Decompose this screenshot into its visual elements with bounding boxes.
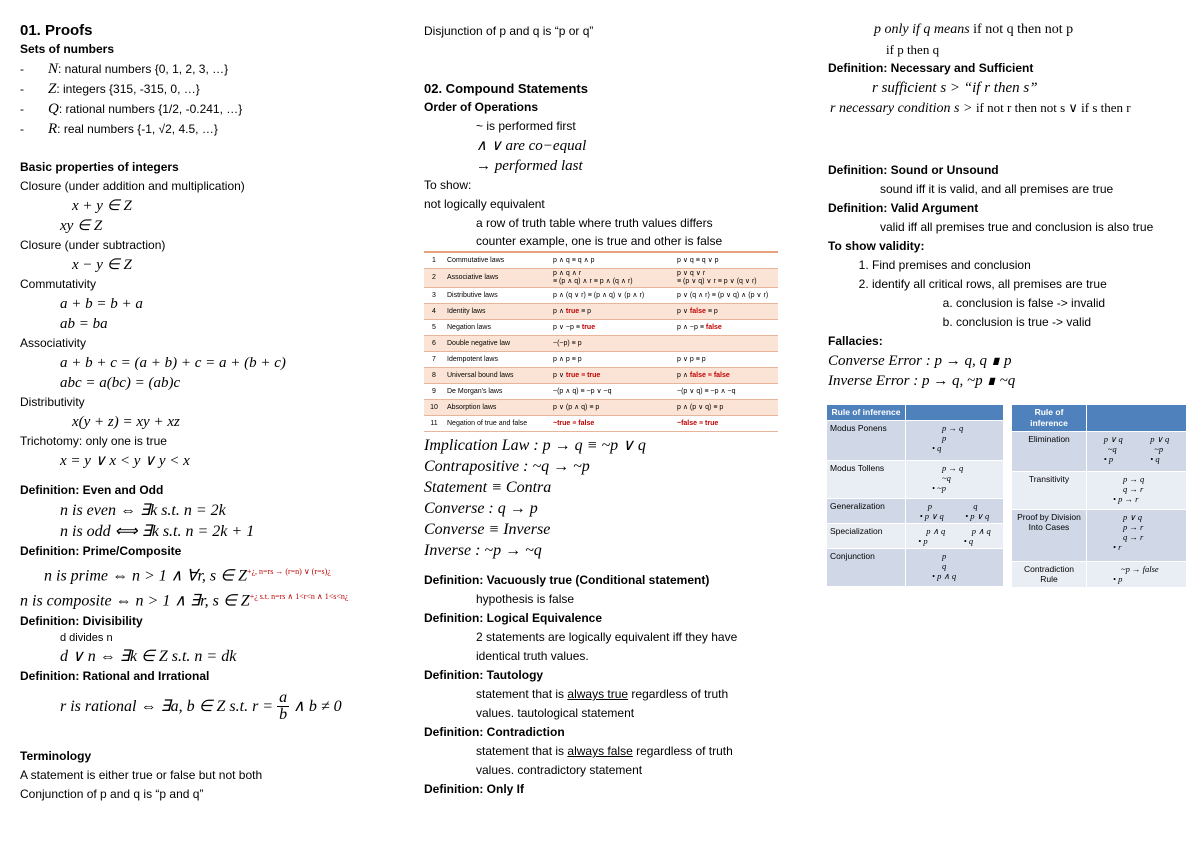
rule-formula [906,461,1004,499]
law-name: Absorption laws [444,400,550,416]
formula: r sufficient s > “if r then s” [872,80,1038,96]
table-row [424,368,778,384]
formula-line: p ∨ q [1150,434,1170,444]
rule-header: Rule of inference [827,405,906,421]
formula: n is odd ⟺ ∃k s.t. n = 2k + 1 [60,523,255,540]
law-or-form: p ∨ p ≡ p [674,352,778,368]
equivalence-heading: Definition: Logical Equivalence [424,611,603,625]
formula: p only if q [874,22,931,37]
vacuous-text: hypothesis is false [476,592,575,606]
set-description: : rational numbers {1/2, -0.241, …} [58,102,243,116]
formula: x(y + z) = xy + xz [72,414,180,430]
rule-name: Modus Tollens [827,461,906,499]
formula-line: • r [1113,542,1122,552]
list-item: b. conclusion is true -> valid [956,313,1200,332]
order-text: ~ is performed first [476,119,576,133]
formula-line: • p [1113,574,1123,584]
rule-name: Modus Ponens [827,421,906,461]
table-row [827,461,1004,499]
law-value: ~false ≡ true [677,419,719,427]
validity-substeps [828,294,1200,332]
law-and-form: p ∧ true ≡ p [550,304,674,320]
list-item: - Z : integers {315, -315, 0, …} [20,81,200,97]
composite-formula: n is composite ⇔ n > 1 ∧ ∃r, s ∈ Z [20,592,250,610]
equivalence-text: identical truth values. [476,649,589,663]
text-part: statement that is [476,744,568,758]
rule-formula [906,499,1004,524]
list-item: 1. Find premises and conclusion [872,256,1200,275]
formula-line: p → r [1123,522,1144,532]
formula-line: p [927,501,932,511]
basic-properties-heading: Basic properties of integers [20,160,179,174]
law-number: 11 [424,416,444,432]
table-row [1012,432,1187,472]
rule-name: Specialization [827,524,906,549]
table-row [424,252,778,269]
formula: abc = a(bc) = (ab)c [60,375,181,391]
law-or-form: ~(p ∨ q) ≡ ~p ∧ ~q [674,384,778,400]
formula-line: p ∧ q [926,526,946,536]
formula: Converse ≡ Inverse [424,521,551,538]
formula: Inverse : ~p → ~q [424,542,542,559]
formula-line: p [942,433,947,443]
divisibility-heading: Definition: Divisibility [20,613,143,628]
table-row [424,384,778,400]
necessary-sufficient-heading: Definition: Necessary and Sufficient [828,61,1034,75]
formula-part: r necessary condition s > [830,101,976,116]
formula: d ∨ n ⇔ ∃k ∈ Z s.t. n = dk [60,647,237,665]
rule-formula [1087,472,1187,510]
header-cell [906,405,1004,421]
law-or-form: p ∨ q ≡ q ∨ p [674,252,778,269]
law-and-form: ~(p ∧ q) ≡ ~p ∨ ~q [550,384,674,400]
sound-text: sound iff it is valid, and all premises are true [880,182,1114,196]
underlined-text: always false [567,744,633,758]
text-part: regardless of truth [632,744,733,758]
contradiction-text: values. contradictory statement [476,763,643,777]
law-value: false [705,323,722,331]
formula-line: p [942,551,947,561]
table-row [424,304,778,320]
formula: Implication Law : p → q ≡ ~p ∨ q [424,437,646,454]
denominator: b [279,706,288,724]
law-and-form [550,416,674,432]
table-row [424,352,778,368]
law-or-form: p ∧ (p ∨ q) ≡ p [674,400,778,416]
law-and-form: p ∧ q ≡ q ∧ p [550,252,674,269]
column-compound-statements [424,22,824,799]
closure-add-label: Closure (under addition and multiplication) [20,179,245,193]
law-name: Negation laws [444,320,550,336]
table-row [424,288,778,304]
rule-header: Rule of inference [1012,405,1087,432]
law-number: 6 [424,336,444,352]
formula: a + b + c = (a + b) + c = a + (b + c) [60,355,286,371]
law-value: false ≡ false [689,371,730,379]
formula: x + y ∈ Z [72,198,132,214]
rule-formula [1087,432,1187,472]
table-row [424,320,778,336]
law-number: 10 [424,400,444,416]
list-item: 2. identify all critical rows, all premises are true [872,275,1200,294]
column-proofs [20,22,400,804]
law-or-form [674,416,778,432]
law-and-form: p ∧ q ∧ r ≡ (p ∧ q) ∧ r ≡ p ∧ (q ∧ r) [550,269,674,288]
text-part: regardless of truth [628,687,729,701]
table-row [424,336,778,352]
law-or-form: p ∨ false ≡ p [674,304,778,320]
valid-heading: Definition: Valid Argument [828,201,979,215]
law-number: 4 [424,304,444,320]
text-part: statement that is [476,687,568,701]
formula [20,686,400,728]
formula-line: p → q [942,423,964,433]
law-number: 1 [424,252,444,269]
distributivity-label: Distributivity [20,395,85,409]
law-name: Idempotent laws [444,352,550,368]
fallacies-heading: Fallacies: [828,334,883,348]
formula-line: p ∨ q [1103,434,1123,444]
table-row [827,524,1004,549]
formula-text: ~p → false [1121,564,1159,574]
vacuous-heading: Definition: Vacuously true (Conditional statement) [424,573,710,587]
formula-line: ~q [1107,444,1117,454]
formula-line: • p → r [1113,494,1139,504]
table-row [1012,472,1187,510]
rational-formula-pre: r is rational ⇔ ∃a, b ∈ Z s.t. r = [60,698,274,716]
law-value: true ≡ true [565,371,601,379]
formula-line: • p [918,536,928,546]
rule-formula [906,524,1004,549]
terminology-text: Conjunction of p and q is “p and q” [20,786,204,801]
table-row [424,416,778,432]
closure-sub-label: Closure (under subtraction) [20,238,166,252]
list-item: a. conclusion is false -> invalid [956,294,1200,313]
rule-name: Conjunction [827,549,906,587]
disjunction-text: Disjunction of p and q is “p or q” [424,24,594,38]
formula: Statement ≡ Contra [424,479,552,496]
sets-list [20,59,400,139]
formula-line: q [942,561,947,571]
set-description: : real numbers {-1, √2, 4.5, …} [57,122,218,136]
formula-line: q → r [1123,532,1144,542]
law-and-form: p ∧ (q ∨ r) ≡ (p ∧ q) ∨ (p ∧ r) [550,288,674,304]
law-and-form: p ∨ ~p ≡ true [550,320,674,336]
not-equivalent-item: a row of truth table where truth values differs [476,216,713,230]
law-or-form: p ∨ q ∨ r ≡ (p ∨ q) ∨ r ≡ p ∨ (q ∨ r) [674,269,778,288]
law-name: De Morgan's laws [444,384,550,400]
formula: ∧ ∨ are co−equal [476,138,587,154]
formula: x = y ∨ x < y ∨ y < x [60,453,190,469]
formula-line: ~q [942,473,951,483]
formula-line: ~p [1154,444,1164,454]
rule-name: Elimination [1012,432,1087,472]
formula-line: • q [932,443,942,453]
contradiction-text [424,742,824,761]
only-if-text: if p then q [886,42,940,57]
only-if-text: if not q then not p [973,22,1074,37]
law-name: Double negative law [444,336,550,352]
law-value: ~true ≡ false [553,419,595,427]
law-and-form: ~(~p) ≡ p [550,336,674,352]
column-arguments [828,20,1200,391]
contradiction-heading: Definition: Contradiction [424,725,565,739]
means-word: means [930,22,974,37]
formula: x − y ∈ Z [72,257,132,273]
law-name: Negation of true and false [444,416,550,432]
section-title-proofs: 01. Proofs [20,22,93,39]
tautology-heading: Definition: Tautology [424,668,544,682]
set-symbol: R [48,121,58,137]
prime-formula: n is prime ⇔ n > 1 ∧ ∀r, s ∈ Z [44,567,247,585]
table-row [827,549,1004,587]
table-row [424,269,778,288]
law-value: true [581,323,596,331]
table-row [827,499,1004,524]
formula [828,98,1200,119]
law-name: Universal bound laws [444,368,550,384]
sound-heading: Definition: Sound or Unsound [828,163,999,177]
formula-line: • p ∨ q [965,511,990,521]
tautology-text [424,685,824,704]
to-show-label: To show: [424,178,472,192]
law-value: true [565,307,580,315]
formula: n is even ⇔ ∃k s.t. n = 2k [60,502,226,519]
law-name: Identity laws [444,304,550,320]
table-row [424,400,778,416]
numerator: a [279,689,288,707]
rule-formula [1087,510,1187,562]
formula [20,561,400,586]
formula-line: q → r [1123,484,1144,494]
law-number: 7 [424,352,444,368]
formula: Contrapositive : ~q → ~p [424,458,590,475]
law-name: Associative laws [444,269,550,288]
law-or-form [674,336,778,352]
formula-line [1121,564,1183,574]
rule-name: Transitivity [1012,472,1087,510]
formula-line: • q [1150,454,1160,464]
commutativity-label: Commutativity [20,277,97,291]
formula-line: p ∨ q [1123,512,1142,522]
terminology-heading: Terminology [20,748,92,763]
only-if-definition [828,20,1200,40]
list-item: - N : natural numbers {0, 1, 2, 3, …} [20,61,229,77]
underlined-text: always true [567,687,629,701]
prime-superscript: +¿, n=rs → (r=n) ∨ (r=s)¿ [246,567,331,576]
only-if-heading: Definition: Only If [424,782,524,796]
formula-line: • p ∨ q [919,511,944,521]
set-symbol: N [48,61,59,77]
law-number: 3 [424,288,444,304]
set-symbol: Z [48,81,57,97]
formula-line: p → q [1123,474,1145,484]
law-name: Commutative laws [444,252,550,269]
law-number: 2 [424,269,444,288]
trichotomy-label: Trichotomy: only one is true [20,434,167,448]
list-item: - R : real numbers {-1, √2, 4.5, …} [20,121,218,137]
formula-line: • p [1103,454,1114,464]
rule-formula [1087,562,1187,588]
formula-part: if not r then not s ∨ if s then r [975,100,1131,115]
validity-steps [828,256,1200,294]
table-row [1012,510,1187,562]
rule-name: Proof by Division Into Cases [1012,510,1087,562]
composite-superscript: +¿ s.t. n=rs ∧ 1<r<n ∧ 1<s<n¿ [249,592,349,602]
formula-line: • p ∧ q [932,571,957,581]
formula [20,586,400,611]
not-equivalent-item: counter example, one is true and other is false [476,234,723,248]
inference-rules-table-right [1011,404,1187,588]
formula-line: p → q [942,463,964,473]
even-odd-heading: Definition: Even and Odd [20,483,164,497]
rule-formula [906,421,1004,461]
law-and-form: p ∧ p ≡ p [550,352,674,368]
formula-line: • q [963,536,974,546]
formula: Inverse Error : p → q, ~p ∎ ~q [828,373,1016,389]
formula: Converse : q → p [424,500,538,517]
list-item: - Q : rational numbers {1/2, -0.241, …} [20,101,243,117]
rational-heading: Definition: Rational and Irrational [20,668,210,683]
set-description: : integers {315, -315, 0, …} [56,82,200,96]
law-and-form: p ∨ true ≡ true [550,368,674,384]
law-and-form: p ∨ (p ∧ q) ≡ p [550,400,674,416]
rational-formula-post: ∧ b ≠ 0 [293,698,342,716]
formula: xy ∈ Z [60,218,103,234]
rule-formula [906,549,1004,587]
rule-name: Contradiction Rule [1012,562,1087,588]
header-cell [1087,405,1187,432]
table-row [827,421,1004,461]
law-number: 8 [424,368,444,384]
formula: a + b = b + a [60,296,143,312]
order-heading: Order of Operations [424,100,539,114]
show-validity-heading: To show validity: [828,239,925,253]
set-description: : natural numbers {0, 1, 2, 3, …} [58,62,229,76]
terminology-text: A statement is either true or false but not both [20,767,263,782]
rule-name: Generalization [827,499,906,524]
law-number: 9 [424,384,444,400]
tautology-text: values. tautological statement [476,706,635,720]
table-row [1012,562,1187,588]
section-title-compound: 02. Compound Statements [424,81,588,96]
prime-heading: Definition: Prime/Composite [20,544,182,558]
equivalence-text: 2 statements are logically equivalent iff they have [476,630,738,644]
fraction [277,690,289,723]
law-or-form: p ∧ ~p ≡ false [674,320,778,336]
divisibility-text: d divides n [60,631,113,644]
set-symbol: Q [48,101,59,117]
sets-heading: Sets of numbers [20,42,115,56]
law-value: false [689,307,706,315]
formula-line: p ∧ q [971,526,991,536]
formula-line: q [973,501,978,511]
law-or-form: p ∨ (q ∧ r) ≡ (p ∨ q) ∧ (p ∨ r) [674,288,778,304]
associativity-label: Associativity [20,336,87,350]
formula: Converse Error : p → q, q ∎ p [828,353,1012,369]
not-equivalent-label: not logically equivalent [424,197,545,211]
valid-text: valid iff all premises true and conclusion is also true [880,220,1154,234]
law-name: Distributive laws [444,288,550,304]
inference-rules-table-left [826,404,1004,587]
formula-line: • ~p [932,483,946,493]
formula: ab = ba [60,316,108,332]
law-number: 5 [424,320,444,336]
formula: → performed last [476,158,583,174]
logical-laws-table [424,251,778,432]
law-or-form: p ∧ false ≡ false [674,368,778,384]
